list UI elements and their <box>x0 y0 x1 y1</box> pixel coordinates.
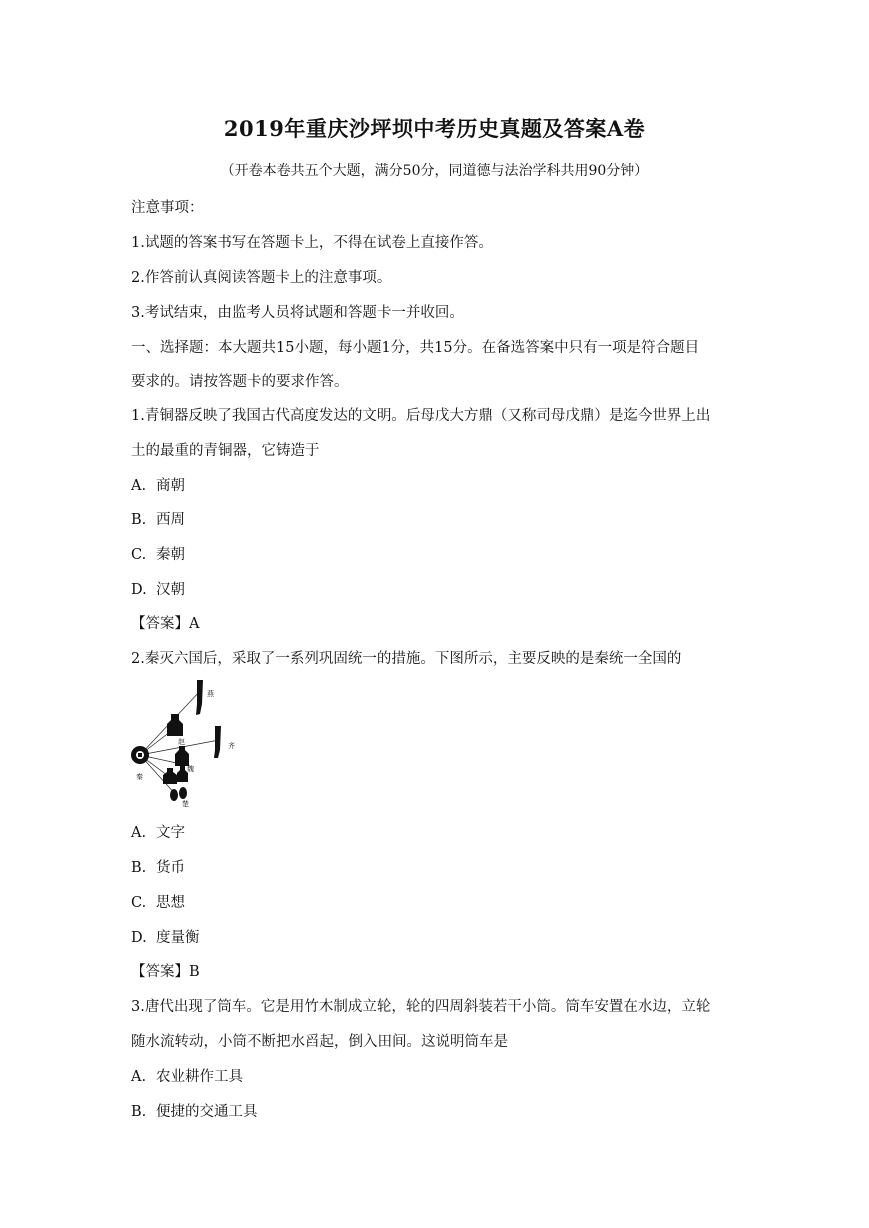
state-label-qin: 秦 <box>136 773 143 781</box>
option-text: 商朝 <box>156 478 185 494</box>
notice-item: 2.作答前认真阅读答题卡上的注意事项。 <box>131 270 392 286</box>
section-instructions-line: 要求的。请按答题卡的要求作答。 <box>131 374 349 390</box>
option-letter: C. <box>131 895 147 911</box>
option-text: 汉朝 <box>156 582 185 598</box>
notice-item: 3.考试结束，由监考人员将试题和答题卡一并收回。 <box>131 305 464 321</box>
answer-option <box>131 1065 243 1086</box>
answer-option <box>131 474 185 495</box>
option-letter: B. <box>131 860 147 876</box>
option-text: 思想 <box>156 895 185 911</box>
answer-option <box>131 856 185 877</box>
option-text: 便捷的交通工具 <box>156 1104 258 1120</box>
question-text-line: 1.青铜器反映了我国古代高度发达的文明。后母戊大方鼎（又称司母戊鼎）是迄今世界上出 <box>131 408 711 424</box>
option-text: 文字 <box>156 825 185 841</box>
spade-coin-icon <box>167 714 183 736</box>
option-letter: C. <box>131 547 147 563</box>
option-letter: D. <box>131 582 147 598</box>
option-letter: B. <box>131 1104 147 1120</box>
state-label-qi: 齐 <box>228 742 235 750</box>
option-text: 度量衡 <box>156 930 200 946</box>
ban-liang-coin-icon <box>131 746 149 764</box>
question-text-line: 2.秦灭六国后，采取了一系列巩固统一的措施。下图所示，主要反映的是秦统一全国的 <box>131 651 682 667</box>
qin-currency-unification-figure <box>127 678 245 808</box>
notice-heading: 注意事项： <box>131 200 204 216</box>
answer-option <box>131 543 185 564</box>
option-letter: A. <box>131 825 147 841</box>
answer-key: 【答案】A <box>131 616 200 632</box>
document-subtitle: （开卷本卷共五个大题，满分50分，同道德与法治学科共用90分钟） <box>220 163 649 179</box>
ant-nose-coin-icon <box>170 789 178 801</box>
spade-coin-icon <box>175 746 189 766</box>
answer-option <box>131 821 185 842</box>
section-instructions-line: 一、选择题：本大题共15小题，每小题1分，共15分。在备选答案中只有一项是符合题目 <box>131 340 700 356</box>
answer-key: 【答案】B <box>131 964 200 980</box>
knife-coin-icon <box>196 680 203 715</box>
answer-option <box>131 926 200 947</box>
question-text-line: 随水流转动，小筒不断把水舀起，倒入田间。这说明筒车是 <box>131 1034 508 1050</box>
option-letter: D. <box>131 930 147 946</box>
option-text: 农业耕作工具 <box>156 1069 243 1085</box>
state-label-wei: 魏 <box>187 765 194 773</box>
option-letter: A. <box>131 1069 147 1085</box>
option-text: 秦朝 <box>156 547 185 563</box>
option-letter: A. <box>131 478 147 494</box>
ant-nose-coin-icon <box>179 787 187 799</box>
question-text-line: 3.唐代出现了筒车。它是用竹木制成立轮，轮的四周斜装若干小筒。筒车安置在水边，立轮 <box>131 999 711 1015</box>
document-title: 2019年重庆沙坪坝中考历史真题及答案A卷 <box>223 116 646 141</box>
answer-option <box>131 1100 258 1121</box>
state-label-yan: 燕 <box>207 690 214 698</box>
state-label-chu: 楚 <box>182 800 189 808</box>
answer-option <box>131 508 185 529</box>
option-text: 货币 <box>156 860 185 876</box>
spade-coin-icon <box>163 768 177 784</box>
state-label-han: 韩 <box>178 775 185 783</box>
notice-item: 1.试题的答案书写在答题卡上，不得在试卷上直接作答。 <box>131 235 493 251</box>
answer-option <box>131 891 185 912</box>
question-text-line: 土的最重的青铜器，它铸造于 <box>131 443 320 459</box>
answer-option <box>131 578 185 599</box>
state-label-zhao: 赵 <box>178 738 185 746</box>
option-letter: B. <box>131 512 147 528</box>
knife-coin-icon <box>214 726 221 758</box>
option-text: 西周 <box>156 512 185 528</box>
